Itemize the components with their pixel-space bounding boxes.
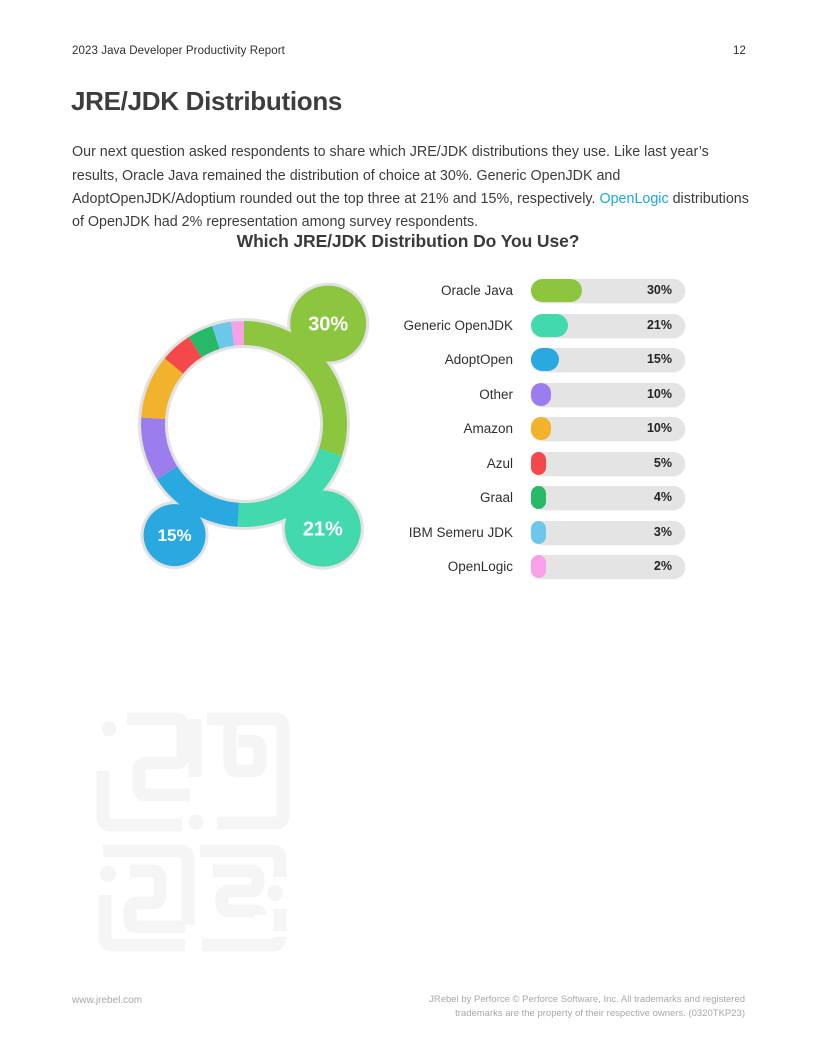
footer-site-link[interactable]: www.jrebel.com bbox=[72, 995, 143, 1006]
legend-label: Generic OpenJDK bbox=[403, 317, 513, 333]
bar-percentage: 10% bbox=[646, 386, 672, 401]
legend-row bbox=[393, 314, 685, 337]
legend-label: Graal bbox=[479, 490, 513, 505]
bar-track bbox=[531, 279, 685, 302]
watermark-path bbox=[230, 719, 260, 771]
watermark-dot bbox=[100, 866, 116, 882]
bar-fill bbox=[531, 452, 546, 475]
bar-fill bbox=[531, 314, 568, 337]
bar-percentage: 21% bbox=[646, 317, 672, 332]
bar-percentage: 3% bbox=[653, 524, 672, 539]
bar-percentage: 10% bbox=[646, 421, 672, 435]
legend-label: Oracle Java bbox=[440, 283, 513, 298]
intro-paragraph bbox=[72, 141, 750, 234]
donut-segment-ibm-semeru-jdk bbox=[216, 334, 233, 338]
report-title: 2023 Java Developer Productivity Report bbox=[72, 45, 285, 57]
legend-label: Azul bbox=[486, 455, 513, 471]
bar-fill bbox=[531, 279, 582, 302]
legend-row bbox=[393, 279, 685, 302]
bar-fill bbox=[531, 417, 551, 440]
bar-fill bbox=[531, 521, 546, 544]
legend-row bbox=[393, 521, 685, 544]
bar-track bbox=[531, 383, 685, 406]
bar-track bbox=[531, 417, 685, 440]
donut-segment-graal bbox=[195, 337, 216, 347]
callout-percentage-label: 30% bbox=[308, 313, 349, 336]
legend-label: AdoptOpen bbox=[444, 352, 513, 367]
bar-track bbox=[531, 486, 685, 509]
bar-percentage: 30% bbox=[646, 283, 672, 297]
chart-title: Which JRE/JDK Distribution Do You Use? bbox=[236, 231, 580, 251]
chart-legend-bars bbox=[393, 279, 685, 590]
bar-fill bbox=[531, 486, 546, 509]
watermark-path bbox=[103, 851, 188, 925]
legend-row bbox=[393, 452, 685, 475]
bar-track bbox=[531, 348, 685, 371]
bar-track bbox=[531, 555, 685, 578]
bar-fill bbox=[531, 348, 559, 371]
donut-chart bbox=[125, 272, 380, 577]
legend-row bbox=[393, 417, 685, 440]
bar-percentage: 5% bbox=[653, 455, 672, 470]
watermark-digit-2 bbox=[127, 719, 190, 795]
paragraph-text-after-link: distributions of OpenJDK had 2% representation among survey respondents. bbox=[72, 190, 749, 231]
bar-track bbox=[531, 452, 685, 475]
donut-segment-openlogic bbox=[233, 333, 244, 334]
legend-label: IBM Semeru JDK bbox=[408, 524, 513, 540]
bar-percentage: 2% bbox=[653, 559, 672, 573]
watermark-path bbox=[202, 937, 280, 945]
legend-label: Other bbox=[479, 386, 513, 402]
callout-percentage-label: 15% bbox=[157, 526, 192, 546]
legend-label: Amazon bbox=[463, 421, 513, 436]
section-heading: JRE/JDK Distributions bbox=[71, 86, 343, 116]
donut-segment-azul bbox=[174, 347, 195, 366]
footer-legal bbox=[429, 993, 745, 1020]
bar-percentage: 4% bbox=[653, 490, 672, 504]
openlogic-link[interactable]: OpenLogic bbox=[599, 190, 669, 207]
legend-row bbox=[393, 348, 685, 371]
page-header bbox=[72, 45, 746, 57]
legend-row bbox=[393, 383, 685, 406]
paragraph-text-before-link: Our next question asked respondents to share which JRE/JDK distributions they use. Like last year’s results, Oracle Java remained the distribution of choice at 30%. Generic OpenJDK and AdoptOpenJDK/Adoptium rounded out the top three at 21% and 15%, respectively. bbox=[72, 144, 709, 207]
footer-legal-line1: JRebel by Perforce © Perforce Software, Inc. All trademarks and registered bbox=[429, 994, 745, 1005]
bar-track bbox=[531, 521, 685, 544]
bar-track bbox=[531, 314, 685, 337]
year-2023-watermark-graphic bbox=[90, 705, 295, 965]
page-number: 12 bbox=[733, 45, 746, 57]
bar-percentage: 15% bbox=[646, 352, 672, 366]
callout-percentage-label: 21% bbox=[302, 518, 343, 541]
footer-legal-line2: trademarks are the property of their respective owners. (0320TKP23) bbox=[455, 1007, 745, 1019]
watermark-dot bbox=[102, 722, 117, 737]
watermark-dot bbox=[189, 815, 204, 830]
watermark-digit-3 bbox=[213, 871, 260, 915]
donut-segment-amazon bbox=[153, 366, 174, 418]
bar-fill bbox=[531, 383, 551, 406]
legend-row bbox=[393, 486, 685, 509]
legend-row bbox=[393, 555, 685, 578]
watermark-dot bbox=[267, 885, 283, 901]
legend-label: OpenLogic bbox=[447, 559, 513, 574]
bar-fill bbox=[531, 555, 546, 578]
watermark-digit-2 bbox=[130, 871, 185, 927]
